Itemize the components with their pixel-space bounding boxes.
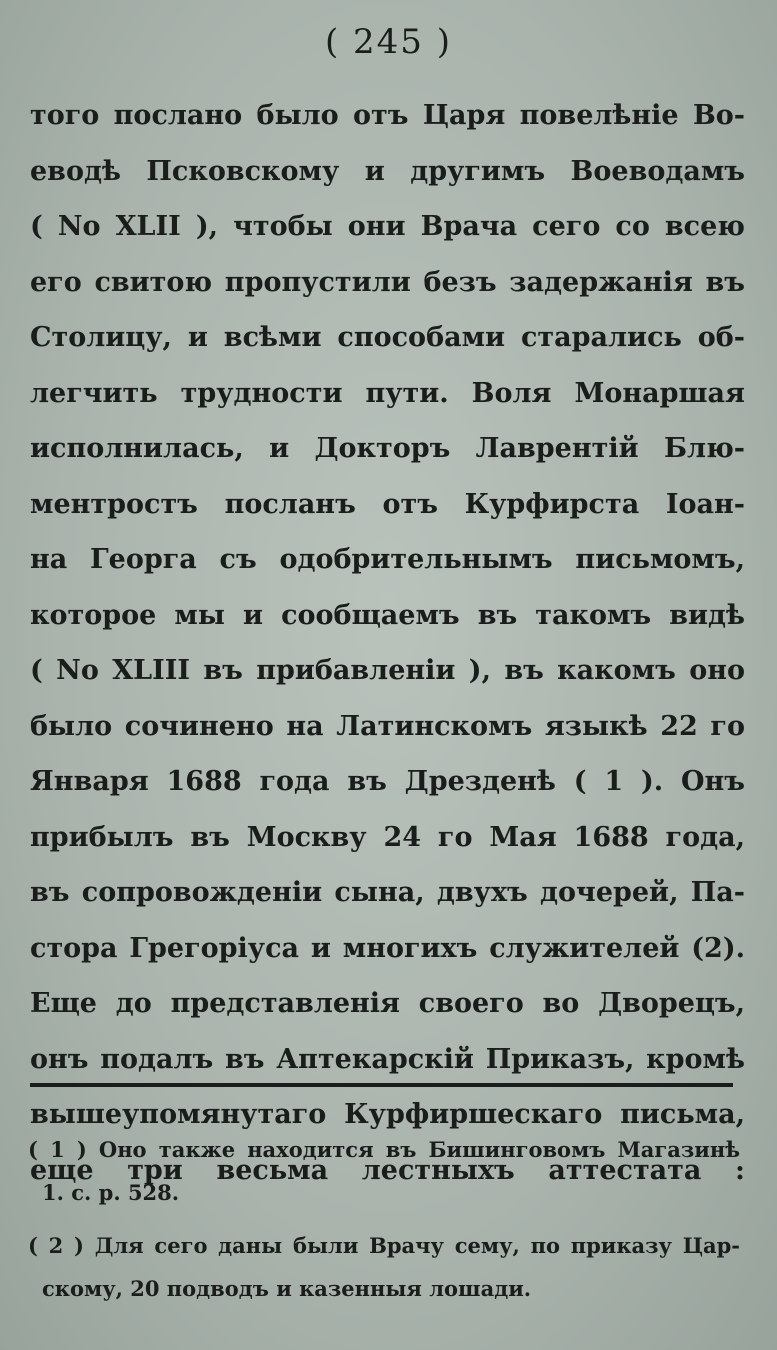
page-number: ( 245 ): [324, 22, 453, 62]
body-text: [30, 88, 745, 1198]
text-line: исполнилась, и Докторъ Лаврентій Блю-: [30, 433, 745, 464]
text-line: стора Грегоріуса и многихъ служителей (2).: [30, 932, 745, 964]
text-line: Еще до представленія своего во Дворецъ,: [30, 988, 745, 1019]
footnotes: [28, 1128, 740, 1310]
text-line: которое мы и сообщаемъ въ такомъ видѣ: [30, 599, 745, 631]
text-line: еще три весьма лестныхъ аттестата :: [30, 1154, 745, 1186]
text-line: ( No XLIII въ прибавленіи ), въ какомъ оно: [30, 655, 745, 686]
text-line: на Георга съ одобрительнымъ письмомъ,: [30, 544, 745, 575]
footnote-line: 1. с. р. 528.: [42, 1180, 180, 1205]
text-line: ментростъ посланъ отъ Курфирста Іоан-: [30, 488, 745, 520]
text-line: тогo послано было отъ Царя повелѣніе Во-: [30, 100, 745, 131]
footnote-line: скому, 20 подводъ и казенныя лошади.: [42, 1276, 532, 1301]
text-line: вышеупомянутаго Курфиршескаго письма,: [30, 1099, 745, 1130]
text-line: легчить трудности пути. Воля Монаршая: [30, 377, 745, 409]
footnote-1: [28, 1128, 740, 1214]
text-line: Января 1688 года въ Дрезденѣ ( 1 ). Онъ: [30, 766, 745, 797]
text-line: было сочинено на Латинскомъ языкѣ 22 го: [30, 710, 745, 742]
footnote-line: ( 2 ) Для сего даны были Врачу сему, по приказу Цар-: [28, 1233, 740, 1258]
text-line: прибылъ въ Москву 24 го Мая 1688 года,: [30, 821, 745, 853]
text-line: ( No XLII ), чтобы они Врача сего со всею: [30, 211, 745, 242]
footnote-line: ( 1 ) Оно также находится въ Бишинговомъ Магазинѣ: [28, 1137, 740, 1162]
footnote-2: [28, 1224, 740, 1310]
text-line: въ сопровожденіи сына, двухъ дочерей, Па-: [30, 877, 745, 908]
text-line: еводѣ Псковскому и другимъ Воеводамъ: [30, 155, 745, 187]
text-line: Столицу, и всѣми способами старались об-: [30, 322, 745, 353]
text-line: онъ подалъ въ Аптекарскій Приказъ, кромѣ: [30, 1043, 745, 1075]
footnote-divider: [30, 1083, 733, 1087]
text-line: его свитою пропустили безъ задержанія въ: [30, 266, 745, 298]
